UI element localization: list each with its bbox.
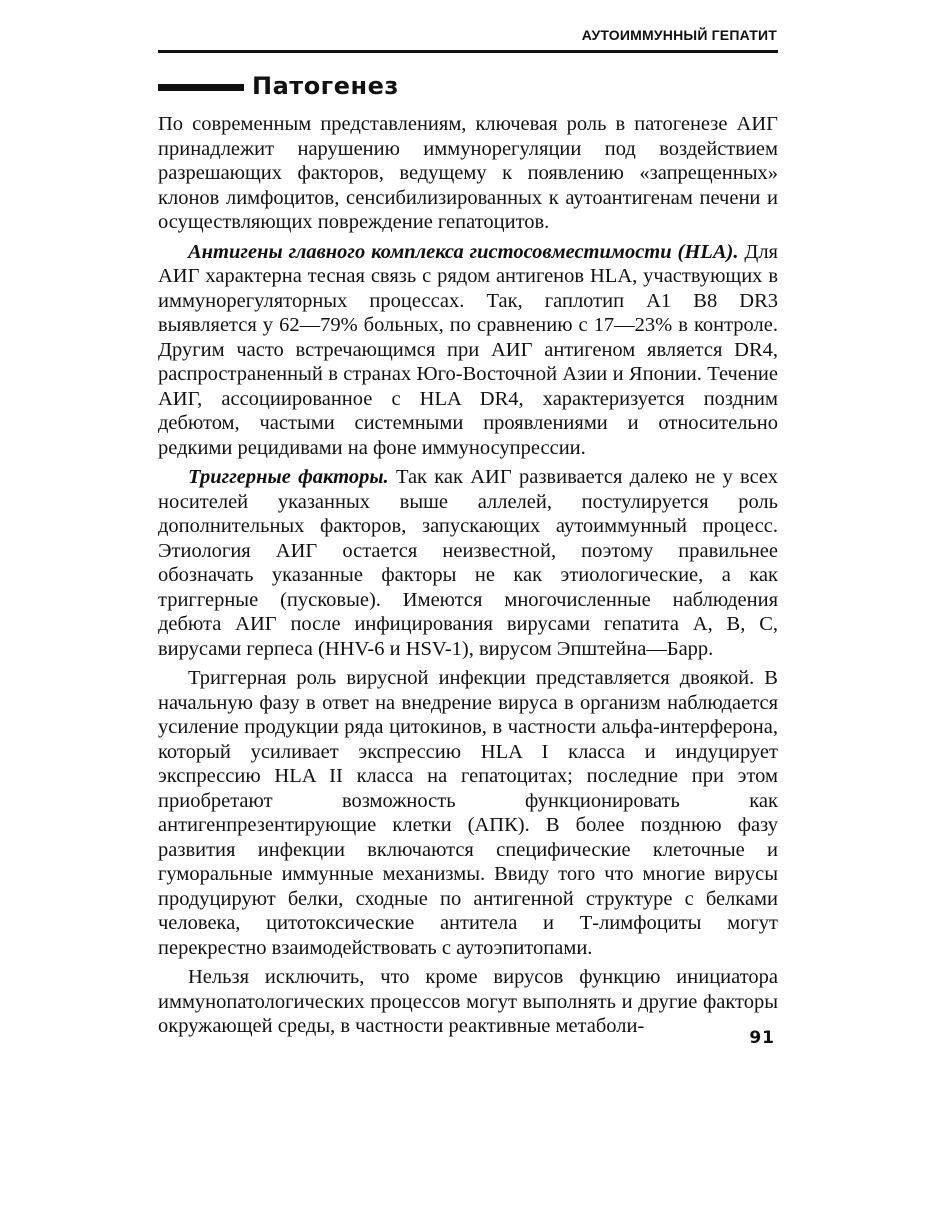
paragraph-4-text: Триггерная роль вирусной инфекции представляется двоякой. В начальную фазу в ответ на внедрение вируса в организм наблюдается усиление продукции ряда цитокинов, в частности альфа-интерферона, который усиливает экспрессию HLA I класса и индуцирует экспрессию HLA II класса на гепатоцитах; последние при этом приобретают возможность функционировать как антигенпрезентирующие клетки (АПК). В более позднюю фазу развития инфекции включаются специфические клеточные и гуморальные иммунные механизмы. Ввиду того что многие вирусы продуцируют белки, сходные по антигенной структуре с белками человека, цитотоксические антитела и Т-лимфоциты могут перекрестно взаимодействовать с аутоэпитопами.: [158, 667, 778, 959]
page-number: 91: [749, 1028, 775, 1048]
paragraph-2-lead: Антигены главного комплекса гистосовместимости (HLA).: [188, 240, 739, 263]
paragraph-1: [158, 112, 778, 235]
header-rule: [158, 50, 778, 53]
section-title: Патогенез: [252, 72, 399, 100]
paragraph-5-text: Нельзя исключить, что кроме вирусов функцию инициатора иммунопатологических процессов могут выполнять и другие факторы окружающей среды, в частности реактивные метаболи-: [158, 966, 778, 1037]
paragraph-1-text: По современным представлениям, ключевая роль в патогенезе АИГ принадлежит нарушению иммунорегуляции под воздействием разрешающих факторов, ведущему к появлению «запрещенных» клонов лимфоцитов, сенсибилизированных к аутоантигенам печени и осуществляющих повреждение гепатоцитов.: [158, 113, 778, 233]
paragraph-3-lead: Триггерные факторы.: [188, 466, 389, 488]
body-text: [158, 112, 778, 1044]
paragraph-5: [158, 965, 778, 1039]
paragraph-2-text: Для АИГ характерна тесная связь с рядом антигенов HLA, участвующих в иммунорегуляторных процессах. Так, гаплотип A1 B8 DR3 выявляется у 62—79% больных, по сравнению с 17—23% в контроле. Другим часто встречающимся при АИГ антигеном является DR4, распространенный в странах Юго-Восточной Азии и Японии. Течение АИГ, ассоциированное с HLA DR4, характеризуется поздним дебютом, частыми системными проявлениями и относительно редкими рецидивами на фоне иммуносупрессии.: [158, 240, 778, 459]
paragraph-3-text: Так как АИГ развивается далеко не у всех носителей указанных выше аллелей, постулируется роль дополнительных факторов, запускающих аутоиммунный процесс. Этиология АИГ остается неизвестной, поэтому правильнее обозначать указанные факторы не как этиологические, а как триггерные (пусковые). Имеются многочисленные наблюдения дебюта АИГ после инфицирования вирусами гепатита А, В, С, вирусами герпеса (HHV-6 и HSV-1), вирусом Эпштейна—Барр.: [158, 466, 778, 660]
running-head: АУТОИММУННЫЙ ГЕПАТИТ: [581, 27, 777, 43]
section-heading: [158, 72, 399, 100]
paragraph-3: [158, 465, 778, 661]
heading-bar-decoration: [158, 84, 244, 91]
paragraph-4: [158, 666, 778, 960]
paragraph-2: [158, 240, 778, 461]
